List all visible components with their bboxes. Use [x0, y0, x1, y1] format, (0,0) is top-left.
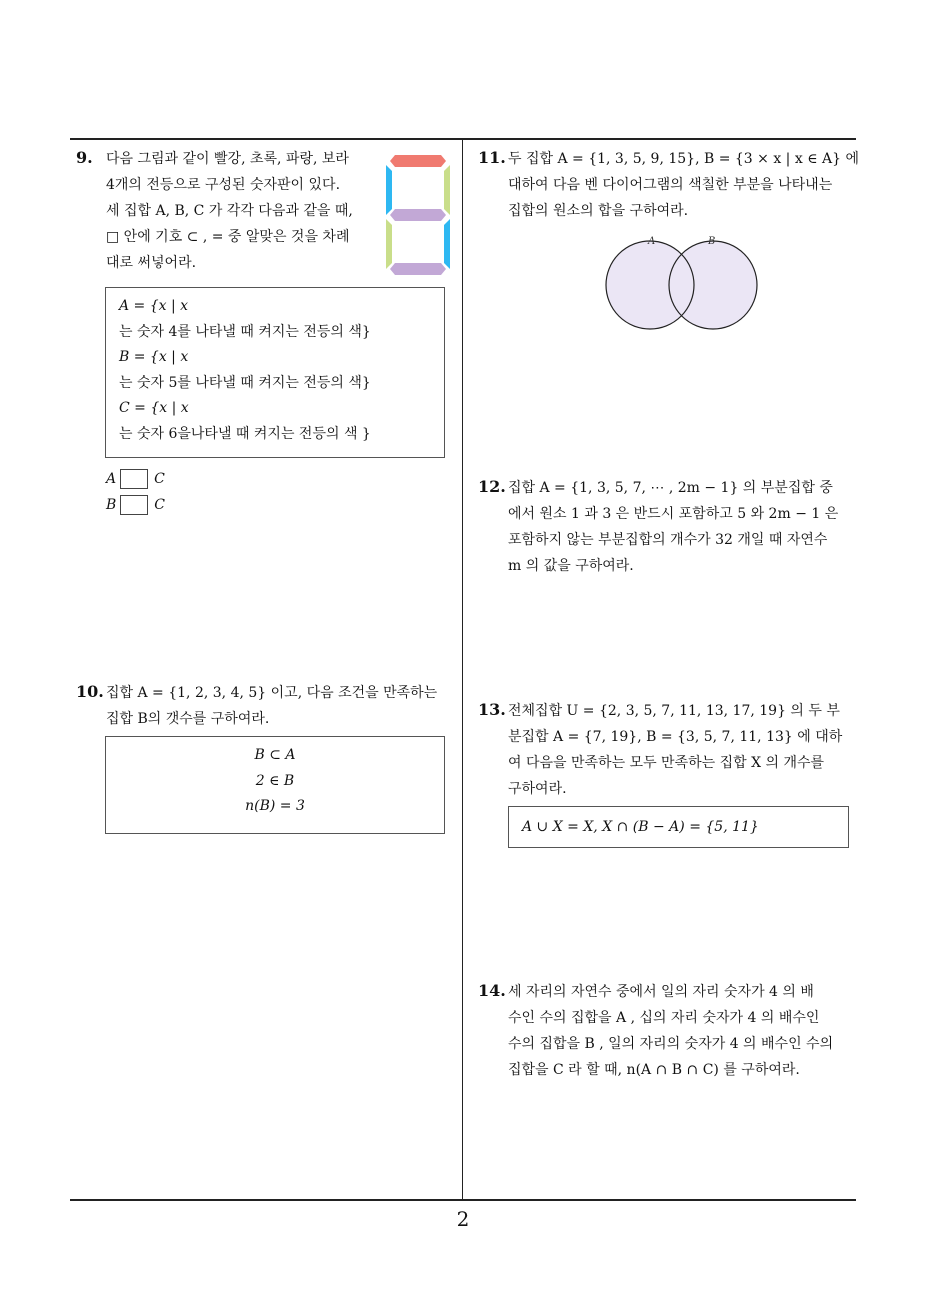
condition: n(B) = 3	[245, 798, 305, 814]
question-10	[76, 679, 461, 732]
question-number: 13.	[478, 700, 506, 719]
venn-diagram	[604, 234, 764, 334]
segment-bottom	[390, 263, 446, 275]
question-text: 분집합 A = {7, 19}, B = {3, 5, 7, 11, 13} 에 대하	[508, 729, 843, 745]
answer-blank[interactable]	[120, 495, 148, 515]
answer-left-set: B	[106, 497, 117, 513]
answer-row	[106, 492, 165, 518]
segment-top	[390, 155, 446, 167]
bottom-rule	[70, 1199, 856, 1201]
question-text: 대하여 다음 벤 다이어그램의 색칠한 부분을 나타내는	[508, 177, 833, 193]
question-text: 집합 A = {1, 2, 3, 4, 5} 이고, 다음 조건을 만족하는	[106, 685, 438, 701]
venn-label-a: A	[648, 236, 656, 247]
question-9-definition-box	[105, 287, 445, 458]
set-definition: 는 숫자 6을나타낼 때 켜지는 전등의 색 }	[119, 425, 371, 442]
question-number: 10.	[76, 682, 104, 701]
question-text: 수의 집합을 B , 일의 자리의 숫자가 4 의 배수인 수의	[508, 1036, 834, 1052]
question-text: 세 집합 A, B, C 가 각각 다음과 같을 때,	[106, 203, 353, 219]
condition: 2 ∈ B	[255, 772, 295, 789]
question-13	[478, 697, 863, 802]
page-number: 2	[456, 1207, 470, 1231]
question-13-condition-box	[508, 806, 849, 848]
question-text: 여 다음을 만족하는 모두 만족하는 집합 X 의 개수를	[508, 755, 825, 771]
answer-right-set: C	[154, 471, 165, 487]
question-10-condition-box	[105, 736, 445, 834]
question-text: 전체집합 U = {2, 3, 5, 7, 11, 13, 17, 19} 의 두 부	[508, 703, 840, 719]
column-divider	[462, 139, 463, 1200]
question-9-answer-area	[106, 466, 165, 518]
set-definition: C = {x | x	[119, 400, 189, 416]
question-12	[478, 474, 863, 579]
set-definition: A = {x | x	[119, 298, 189, 314]
question-text: 구하여라.	[508, 781, 567, 797]
question-text: 대로 써넣어라.	[106, 255, 197, 271]
question-text: 두 집합 A = {1, 3, 5, 9, 15}, B = {3 × x | x ∈ A} 에	[508, 151, 860, 167]
set-definition: B = {x | x	[119, 349, 189, 365]
segment-upper-right	[444, 165, 450, 215]
set-definition: 는 숫자 4를 나타낼 때 켜지는 전등의 색}	[119, 323, 371, 340]
question-text: 집합 A = {1, 3, 5, 7, ⋯ , 2m − 1} 의 부분집합 중	[508, 480, 833, 496]
question-text: 집합을 C 라 할 때, n(A ∩ B ∩ C) 를 구하여라.	[508, 1062, 800, 1078]
segment-lower-left	[386, 219, 392, 269]
segment-upper-left	[386, 165, 392, 215]
set-definition: 는 숫자 5를 나타낼 때 켜지는 전등의 색}	[119, 374, 371, 391]
question-14	[478, 978, 863, 1083]
question-text: 다음 그림과 같이 빨강, 초록, 파랑, 보라	[106, 151, 349, 167]
segment-lower-right	[444, 219, 450, 269]
question-11	[478, 145, 863, 224]
question-text: 4개의 전등으로 구성된 숫자판이 있다.	[106, 177, 341, 193]
venn-label-b: B	[708, 236, 716, 247]
question-number: 14.	[478, 981, 506, 1000]
question-9	[76, 145, 376, 276]
answer-row	[106, 466, 165, 492]
question-text: 집합의 원소의 합을 구하여라.	[508, 203, 689, 219]
condition: B ⊂ A	[254, 747, 296, 763]
question-text: 집합 B의 갯수를 구하여라.	[106, 711, 270, 727]
question-number: 12.	[478, 477, 506, 496]
question-text: m 의 값을 구하여라.	[508, 558, 634, 574]
answer-left-set: A	[106, 471, 117, 487]
question-text: 포함하지 않는 부분집합의 개수가 32 개일 때 자연수	[508, 532, 828, 548]
question-text: □ 안에 기호 ⊂ , = 중 알맞은 것을 차례	[106, 229, 350, 245]
question-text: 수인 수의 집합을 A , 십의 자리 숫자가 4 의 배수인	[508, 1010, 820, 1026]
answer-right-set: C	[154, 497, 166, 513]
question-number: 11.	[478, 148, 506, 167]
question-number: 9.	[76, 148, 93, 167]
top-rule	[70, 138, 856, 140]
question-text: 세 자리의 자연수 중에서 일의 자리 숫자가 4 의 배	[508, 984, 814, 1000]
question-text: 에서 원소 1 과 3 은 반드시 포함하고 5 와 2m − 1 은	[508, 506, 839, 522]
segment-middle	[390, 209, 446, 221]
condition: A ∪ X = X, X ∩ (B − A) = {5, 11}	[522, 819, 759, 835]
seven-segment-display	[383, 152, 453, 278]
answer-blank[interactable]	[120, 469, 148, 489]
